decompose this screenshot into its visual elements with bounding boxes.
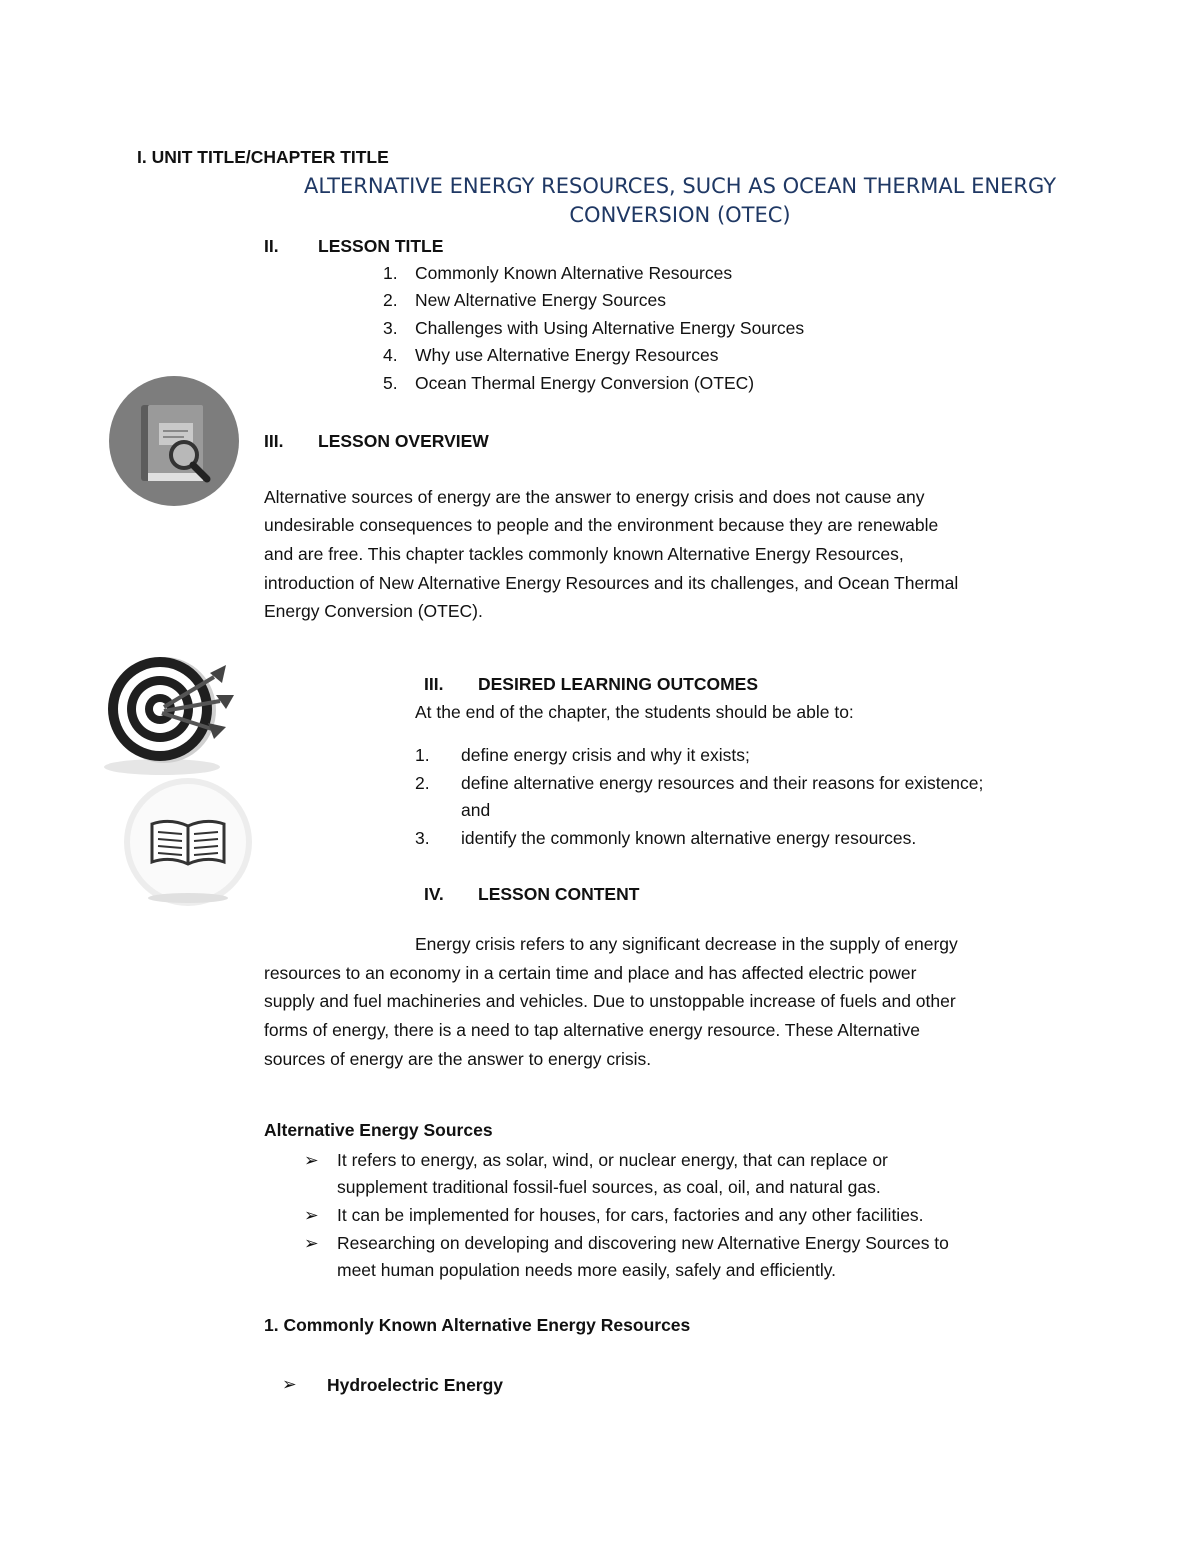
content-line: Energy crisis refers to any significant decrease in the supply of energy bbox=[415, 934, 958, 954]
lesson-item-num: 2. bbox=[383, 290, 398, 310]
lesson-item-num: 4. bbox=[383, 345, 398, 365]
lesson-item-num: 5. bbox=[383, 373, 398, 393]
content-line: sources of energy are the answer to energy crisis. bbox=[264, 1049, 652, 1069]
lesson-item-text: Challenges with Using Alternative Energy Sources bbox=[415, 318, 805, 338]
book-search-icon bbox=[108, 375, 241, 508]
chapter-title-line2: CONVERSION (OTEC) bbox=[569, 203, 791, 227]
outcome-num: 1. bbox=[415, 745, 430, 765]
content-line: resources to an economy in a certain time and place and has affected electric power bbox=[264, 963, 917, 983]
lesson-item-text: New Alternative Energy Sources bbox=[415, 290, 666, 310]
overview-line: introduction of New Alternative Energy Resources and its challenges, and Ocean Thermal bbox=[264, 573, 959, 593]
lesson-title-number: II. bbox=[264, 236, 279, 256]
bullet-arrow-icon: ➢ bbox=[304, 1150, 319, 1170]
lesson-item-text: Why use Alternative Energy Resources bbox=[415, 345, 719, 365]
lesson-title-heading: LESSON TITLE bbox=[318, 236, 444, 256]
alt-source-bullet-line: It refers to energy, as solar, wind, or nuclear energy, that can replace or bbox=[337, 1150, 888, 1170]
alt-sources-heading: Alternative Energy Sources bbox=[264, 1120, 493, 1140]
lesson-item-num: 1. bbox=[383, 263, 398, 283]
alt-source-bullet-line: It can be implemented for houses, for cars, factories and any other facilities. bbox=[337, 1205, 924, 1225]
overview-line: Alternative sources of energy are the answer to energy crisis and does not cause any bbox=[264, 487, 925, 507]
outcome-num: 2. bbox=[415, 773, 430, 793]
outcome-text: define alternative energy resources and their reasons for existence; bbox=[461, 773, 984, 793]
section1-subheading: Hydroelectric Energy bbox=[327, 1375, 504, 1395]
bullet-arrow-icon: ➢ bbox=[304, 1205, 319, 1225]
lesson-item-num: 3. bbox=[383, 318, 398, 338]
outcome-text: define energy crisis and why it exists; bbox=[461, 745, 750, 765]
lesson-item-text: Ocean Thermal Energy Conversion (OTEC) bbox=[415, 373, 755, 393]
outcomes-heading: DESIRED LEARNING OUTCOMES bbox=[478, 674, 759, 694]
overview-number: III. bbox=[264, 431, 284, 451]
outcome-num: 3. bbox=[415, 828, 430, 848]
outcomes-intro: At the end of the chapter, the students should be able to: bbox=[415, 702, 854, 722]
alt-source-bullet-line: Researching on developing and discovering new Alternative Energy Sources to bbox=[337, 1233, 949, 1253]
overview-line: and are free. This chapter tackles commonly known Alternative Energy Resources, bbox=[264, 544, 904, 564]
chapter-title-line1: ALTERNATIVE ENERGY RESOURCES, SUCH AS OCEAN THERMAL ENERGY bbox=[303, 174, 1057, 198]
alt-source-bullet-line: meet human population needs more easily, safely and efficiently. bbox=[337, 1260, 837, 1280]
outcomes-number: III. bbox=[424, 674, 444, 694]
bullet-arrow-icon: ➢ bbox=[304, 1233, 319, 1253]
content-heading: LESSON CONTENT bbox=[478, 884, 640, 904]
outcome-text-cont: and bbox=[461, 800, 491, 820]
open-book-icon bbox=[122, 776, 255, 909]
overview-line: undesirable consequences to people and the environment because they are renewable bbox=[264, 515, 939, 535]
overview-heading: LESSON OVERVIEW bbox=[318, 431, 489, 451]
content-number: IV. bbox=[424, 884, 444, 904]
lesson-item-text: Commonly Known Alternative Resources bbox=[415, 263, 733, 283]
unit-heading: I. UNIT TITLE/CHAPTER TITLE bbox=[137, 147, 389, 167]
content-line: supply and fuel machineries and vehicles. Due to unstoppable increase of fuels and other bbox=[264, 991, 956, 1011]
bullet-arrow-icon: ➢ bbox=[282, 1374, 297, 1394]
content-line: forms of energy, there is a need to tap alternative energy resource. These Alternative bbox=[264, 1020, 920, 1040]
overview-line: Energy Conversion (OTEC). bbox=[264, 601, 483, 621]
outcome-text: identify the commonly known alternative energy resources. bbox=[461, 828, 917, 848]
alt-source-bullet-line: supplement traditional fossil-fuel sources, as coal, oil, and natural gas. bbox=[337, 1177, 881, 1197]
section1-heading: 1. Commonly Known Alternative Energy Resources bbox=[264, 1315, 691, 1335]
target-darts-icon bbox=[102, 655, 247, 777]
